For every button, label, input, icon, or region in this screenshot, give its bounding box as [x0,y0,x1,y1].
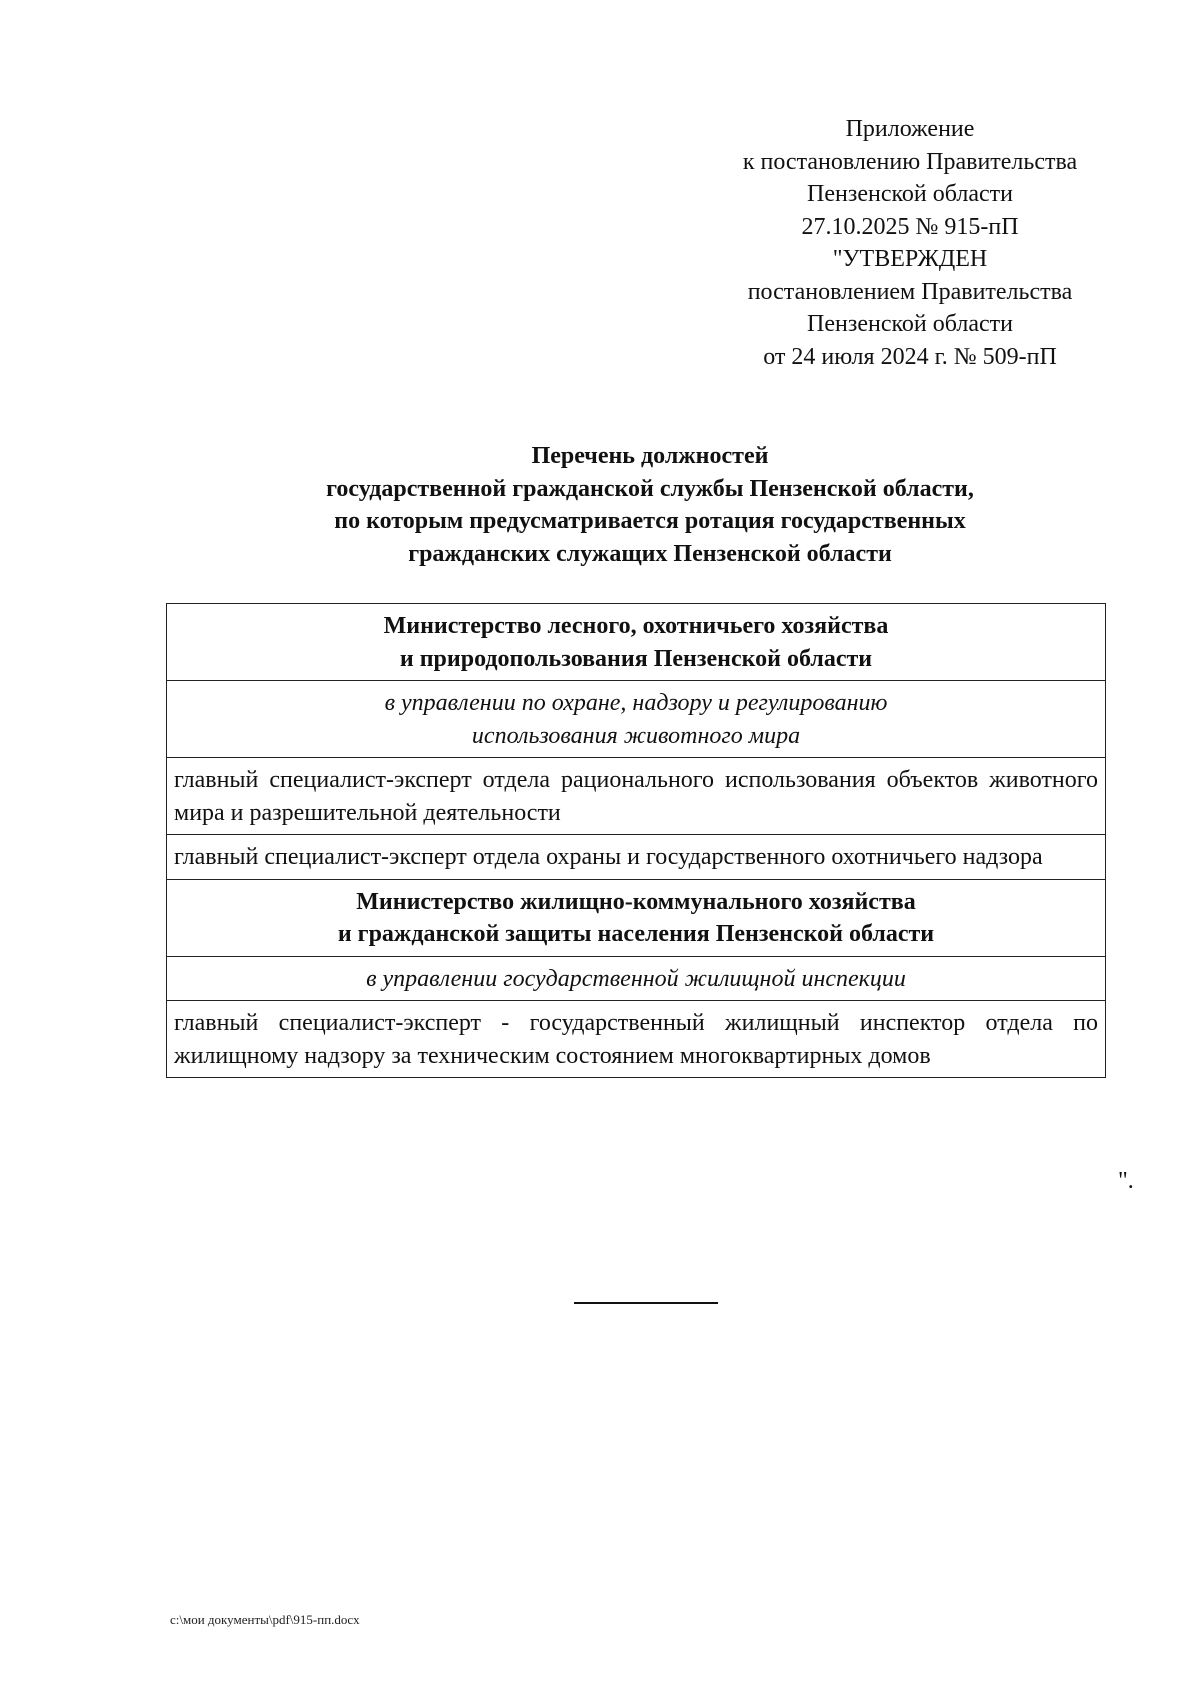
appendix-header [690,113,1130,373]
department-name-line: в управлении государственной жилищной инспекции [366,965,906,992]
ministry-cell [167,879,1106,956]
ministry-row [167,604,1106,681]
position-row [167,835,1106,880]
approved-by-resolution: постановлением Правительства [747,278,1073,305]
title-line: Перечень должностей [531,443,769,469]
ministry-name-line: и природопользования Пензенской области [399,645,873,672]
ministry-name-line: и гражданской защиты населения Пензенской области [337,921,935,947]
position-row [167,1001,1106,1078]
footer-file-path: c:\мои документы\pdf\915-пп.docx [170,1612,360,1627]
closing-quote: ". [1118,1168,1134,1194]
appendix-date-number: 27.10.2025 № 915-пП [801,213,1019,240]
position-cell: главный специалист-эксперт - государственный жилищный инспектор отдела по жилищному надзору за техническим состоянием многоквартирных домов [167,1001,1106,1078]
approved-date-number: от 24 июля 2024 г. № 509-пП [763,343,1057,370]
department-row [167,956,1106,1001]
department-cell [167,956,1106,1001]
positions-table [166,603,1106,1078]
position-cell: главный специалист-эксперт отдела рационального использования объектов животного мира и разрешительной деятельности [167,758,1106,835]
document-title [160,440,1140,570]
ministry-row [167,879,1106,956]
end-separator-line [574,1302,718,1304]
appendix-region: Пензенской области [807,181,1013,207]
approved-region: Пензенской области [807,311,1013,337]
appendix-label: Приложение [845,116,975,142]
appendix-to-resolution: к постановлению Правительства [742,148,1078,175]
title-line: гражданских служащих Пензенской области [408,540,892,567]
title-line: по которым предусматривается ротация государственных [334,508,966,534]
position-row [167,758,1106,835]
department-name-line: в управлении по охране, надзору и регулированию [384,690,888,716]
title-line: государственной гражданской службы Пензенской области, [326,475,974,502]
ministry-cell [167,604,1106,681]
position-cell: главный специалист-эксперт отдела охраны и государственного охотничьего надзора [167,835,1106,880]
ministry-name-line: Министерство лесного, охотничьего хозяйства [383,613,889,639]
ministry-name-line: Министерство жилищно-коммунального хозяйства [356,888,916,915]
department-row [167,681,1106,758]
department-cell [167,681,1106,758]
approved-label: "УТВЕРЖДЕН [832,246,988,272]
department-name-line: использования животного мира [471,722,801,749]
